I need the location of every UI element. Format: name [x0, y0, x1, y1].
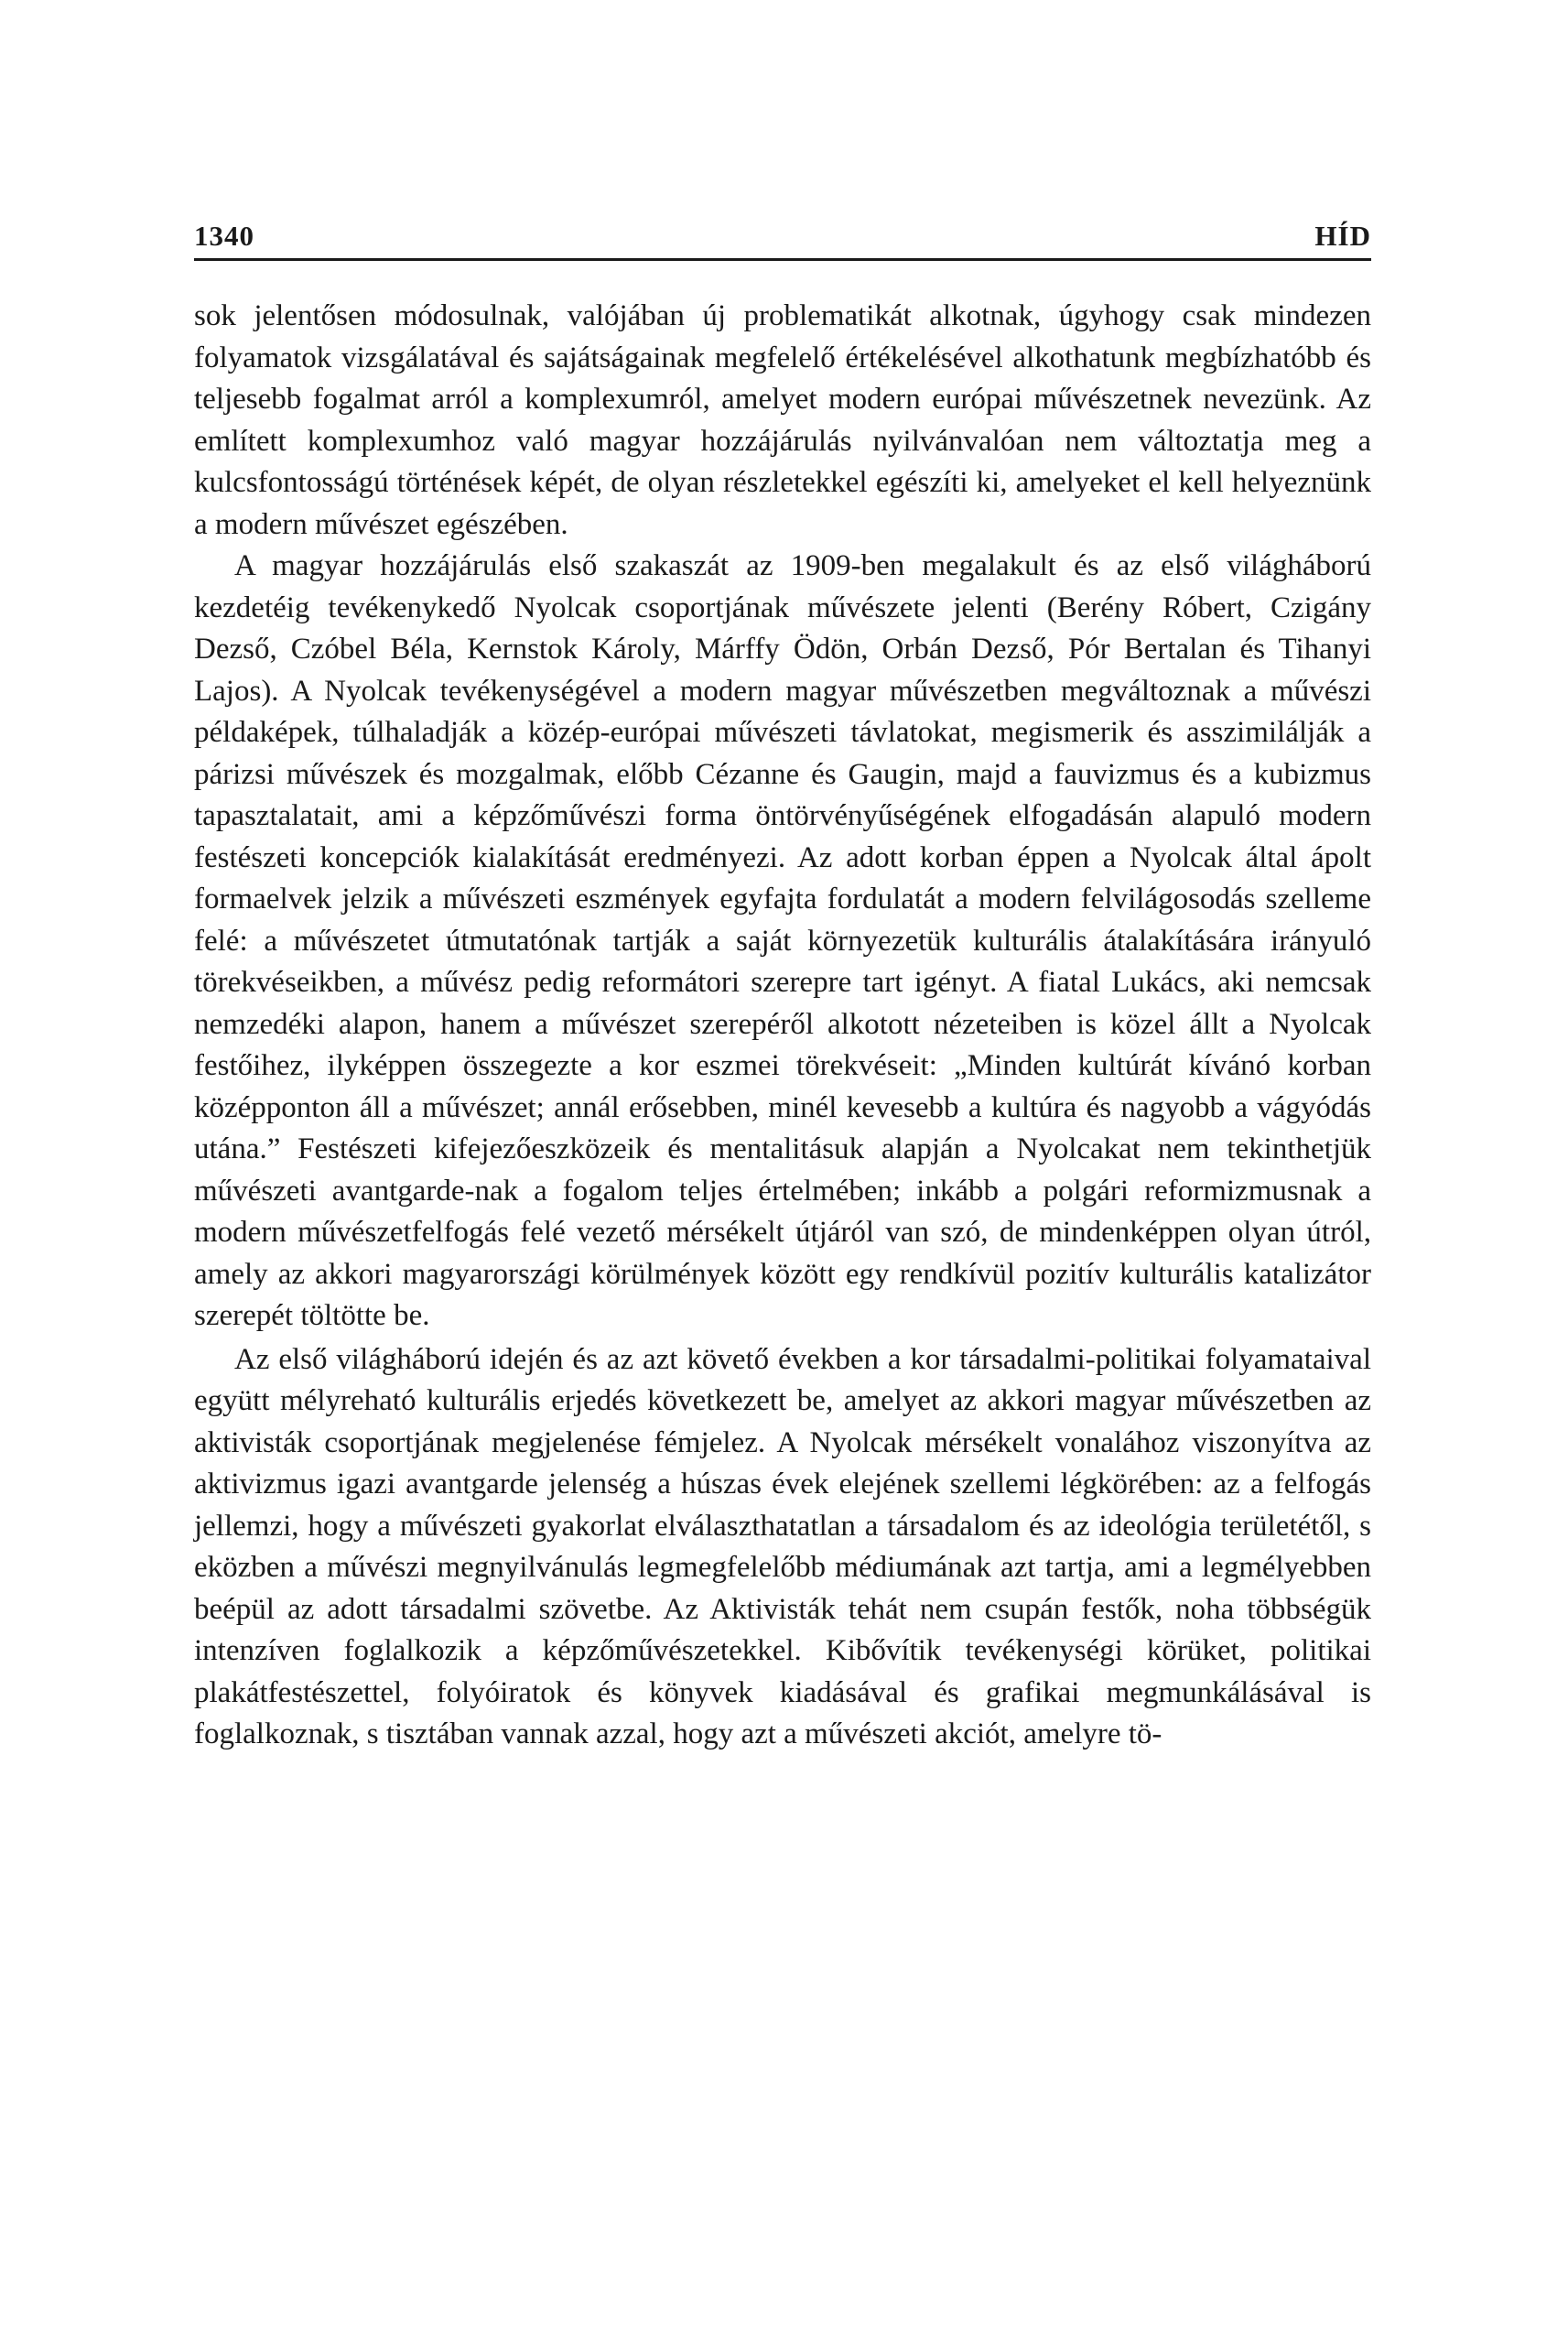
page: [194, 211, 1371, 1756]
paragraph-1: sok jelentősen módosulnak, valójában új problematikát alkotnak, úgyhogy csak mindezen folyamatok vizsgálatával és sajátságainak megfelelő értékelésével alkothatunk megbízhatóbb és teljesebb fogalmat arról a komplexumról, amelyet modern európai művészetnek nevezünk. Az említett komplexumhoz való magyar hozzájárulás nyilvánvalóan nem változtatja meg a kulcsfontosságú történések képét, de olyan részletekkel egészíti ki, amelyeket el kell helyeznünk a modern művészet egészében.: [194, 299, 1371, 541]
journal-title: HÍD: [1314, 220, 1371, 252]
paragraph-3: Az első világháború idején és az azt követő években a kor társadalmi-politikai folyamataival együtt mélyreható kulturális erjedés következett be, amelyet az akkori magyar művészetben az aktivisták csoportjának megjelenése fémjelez. A Nyolcak mérsékelt vonalához viszonyítva az aktivizmus igazi avantgarde jelenség a húszas évek elejének szellemi légkörében: az a felfogás jellemzi, hogy a művészeti gyakorlat elválaszthatatlan a társadalom és az ideológia területétől, s eközben a művészi megnyilvánulás legmegfelelőbb médiumának azt tartja, ami a legmélyebben beépül az adott társadalmi szövetbe. Az Aktivisták tehát nem csupán festők, noha többségük intenzíven foglalkozik a képzőművészetekkel. Kibővítik tevékenységi körüket, politikai plakátfestészettel, folyóiratok és könyvek kiadásával és grafikai megmunkálásával is foglalkoznak, s tisztában vannak azzal, hogy azt a művészeti akciót, amelyre tö-: [194, 1342, 1371, 1750]
page-number: 1340: [194, 220, 254, 252]
paragraph-2: A magyar hozzájárulás első szakaszát az 1909-ben megalakult és az első világháború kezdetéig tevékenykedő Nyolcak csoportjának művészete jelenti (Berény Róbert, Czigány Dezső, Czóbel Béla, Kernstok Károly, Márffy Ödön, Orbán Dezső, Pór Bertalan és Tihanyi Lajos). A Nyolcak tevékenységével a modern magyar művészetben megváltoznak a művészi példaképek, túlhaladják a közép-európai művészeti távlatokat, megismerik és asszimilálják a párizsi művészek és mozgalmak, előbb Cézanne és Gaugin, majd a fauvizmus és a kubizmus tapasztalatait, ami a képzőművészi forma öntörvényűségének elfogadásán alapuló modern festészeti koncepciók kialakítását eredményezi. Az adott korban éppen a Nyolcak által ápolt formaelvek jelzik a művészeti eszmények egyfajta fordulatát a modern felvilágosodás szelleme felé: a művészetet útmutatónak tartják a saját környezetük kulturális átalakítására irányuló törekvéseikben, a művész pedig reformátori szerepre tart igényt. A fiatal Lukács, aki nemcsak nemzedéki alapon, hanem a művészet szerepéről alkotott nézeteiben is közel állt a Nyolcak festőihez, ilyképpen összegezte a kor eszmei törekvéseit: „Minden kultúrát kívánó korban középponton áll a művészet; annál erősebben, minél kevesebb a kultúra és nagyobb a vágyódás utána.” Festészeti kifejezőeszközeik és mentalitásuk alapján a Nyolcakat nem tekinthetjük művészeti avantgarde-nak a fogalom teljes értelmében; inkább a polgári reformizmusnak a modern művészetfelfogás felé vezető mérsékelt útjáról van szó, de mindenképpen olyan útról, amely az akkori magyarországi körülmények között egy rendkívül pozitív kulturális katalizátor szerepét töltötte be.: [194, 549, 1371, 1332]
running-head: [194, 211, 1371, 255]
article-body: [194, 296, 1371, 1756]
header-rule: [194, 258, 1371, 261]
